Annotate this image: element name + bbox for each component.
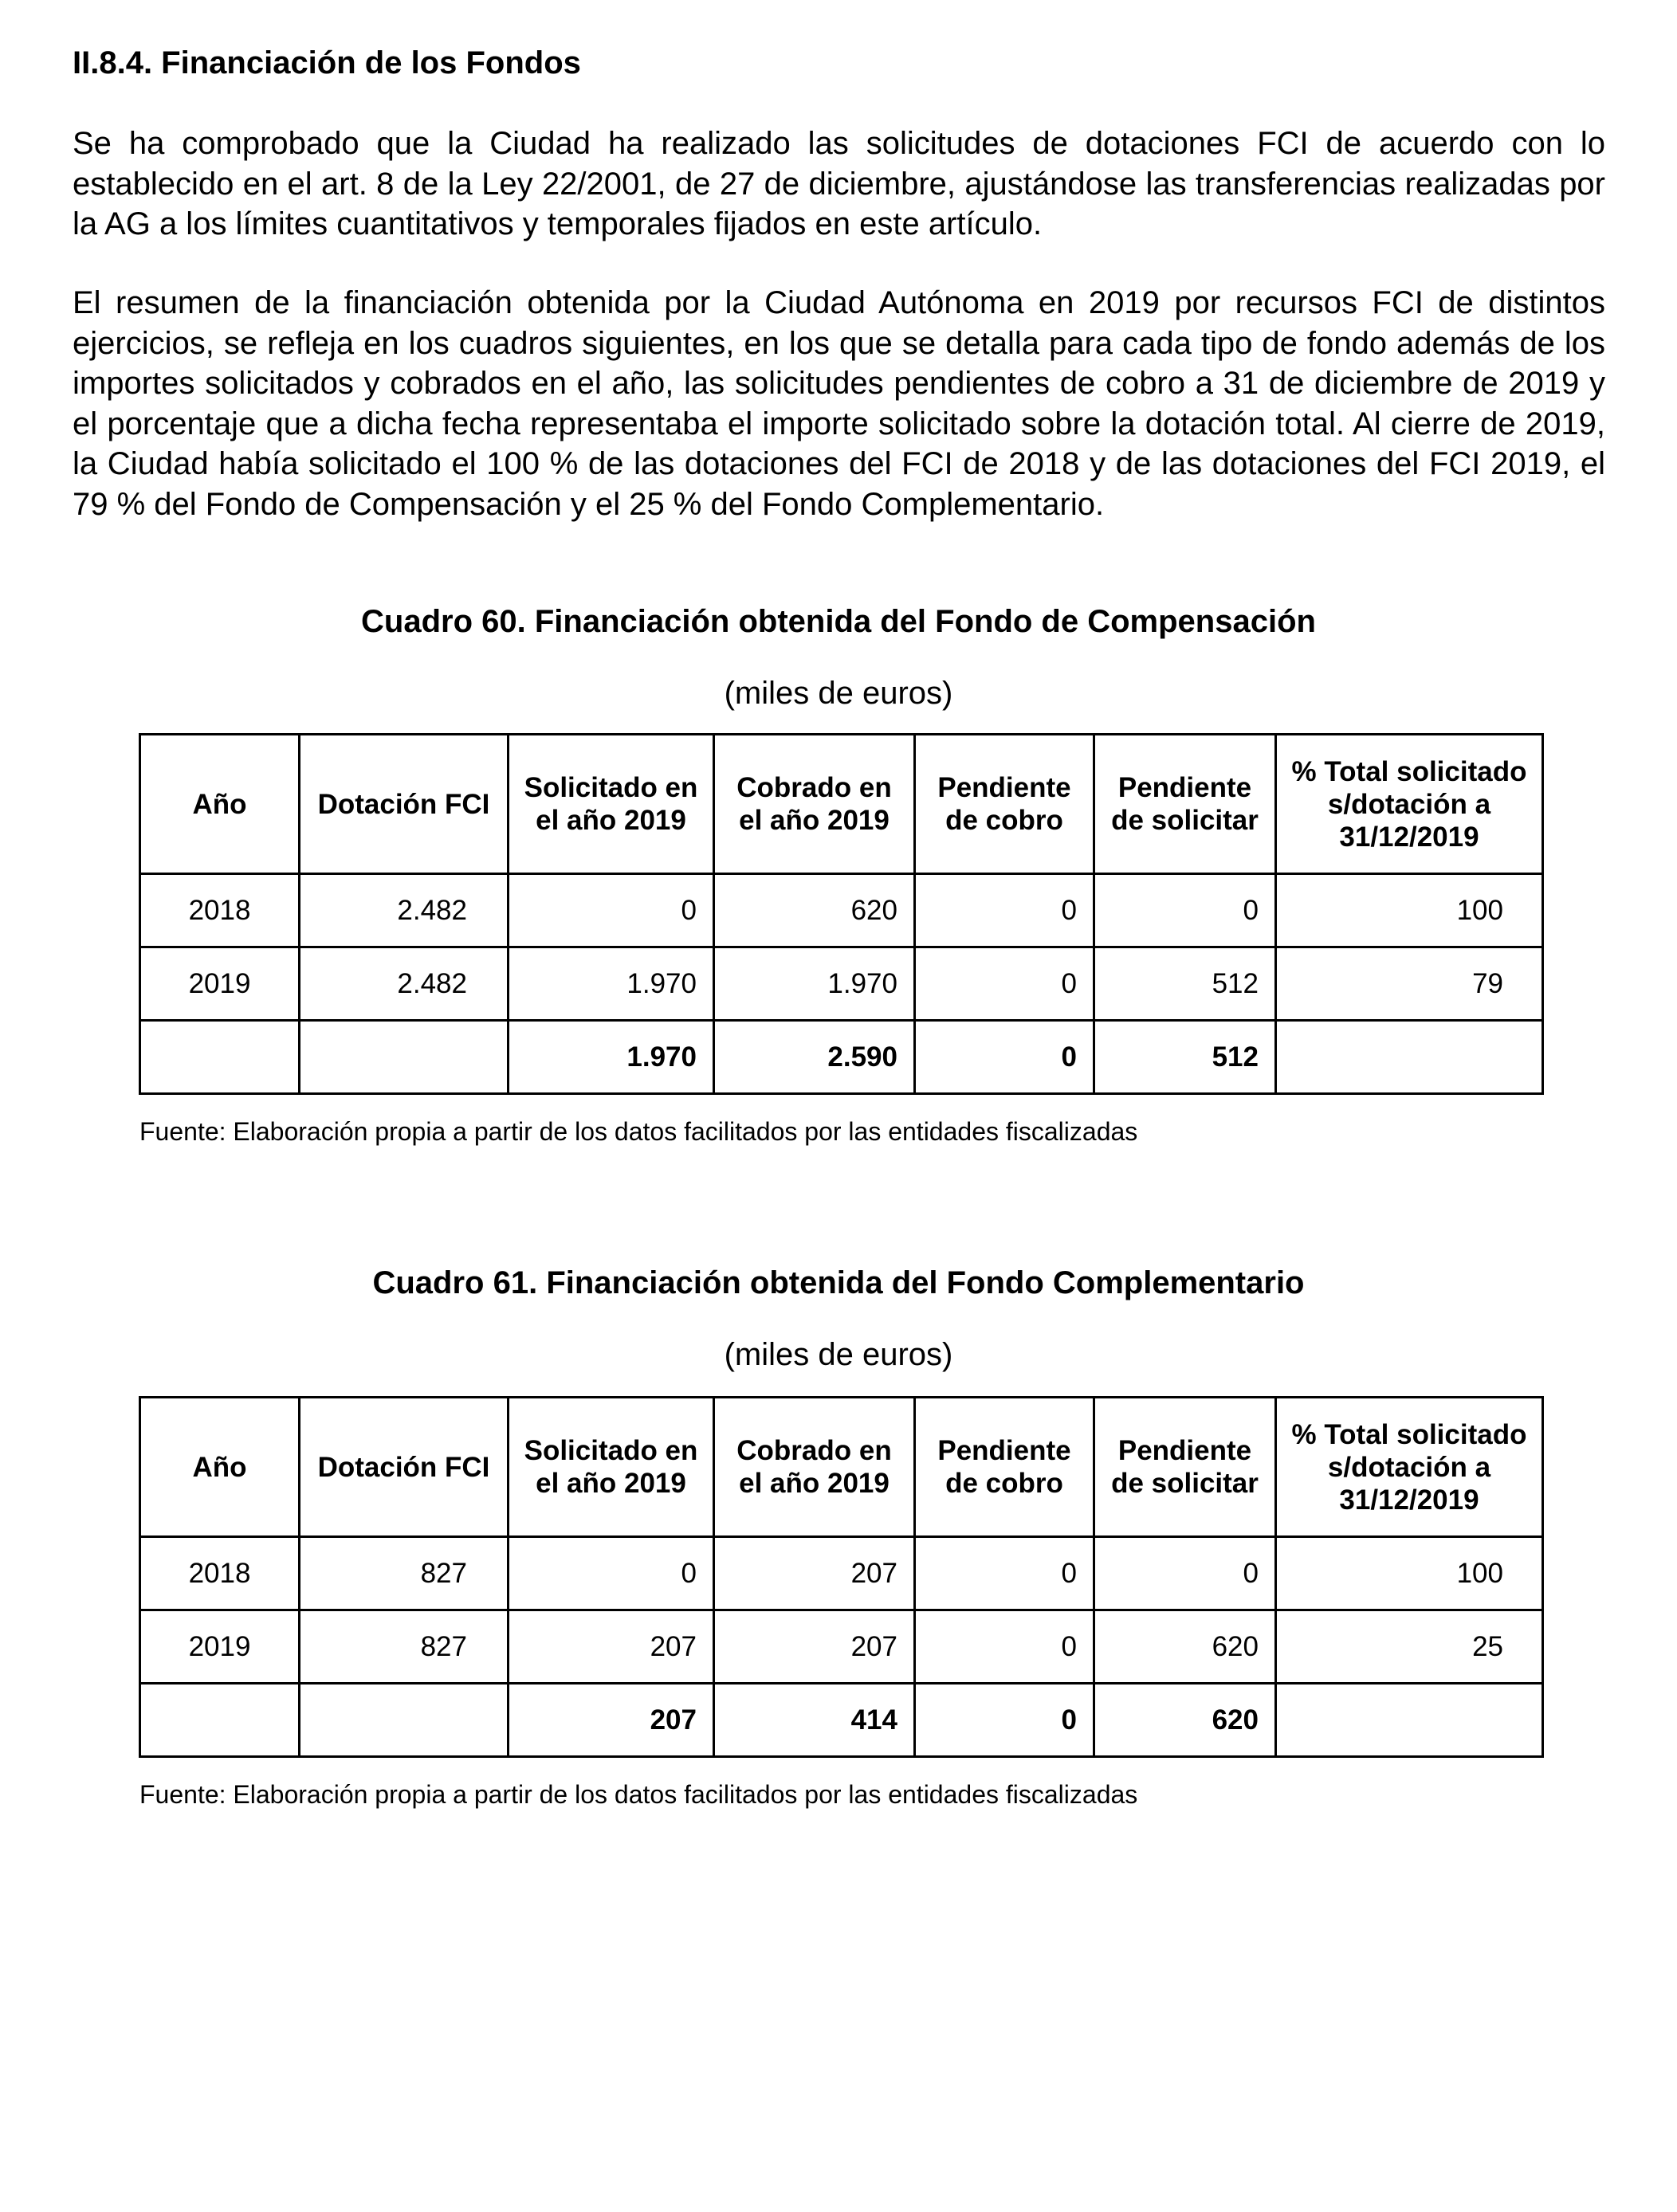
cell-collected: 620 bbox=[714, 874, 915, 947]
cell-fci-allocation bbox=[300, 1021, 509, 1094]
cell-fci-allocation: 827 bbox=[300, 1610, 509, 1684]
cell-total-requested-pct: 100 bbox=[1276, 1537, 1543, 1610]
header-pending-request: Pendiente de solicitar bbox=[1094, 1398, 1276, 1537]
cell-requested-total: 1.970 bbox=[509, 1021, 714, 1094]
header-total-requested-pct: % Total solicitado s/dotación a 31/12/2019 bbox=[1276, 1398, 1543, 1537]
cell-total-requested-pct: 79 bbox=[1276, 947, 1543, 1021]
cell-requested: 207 bbox=[509, 1610, 714, 1684]
cell-collected: 207 bbox=[714, 1610, 915, 1684]
header-pending-collection: Pendiente de cobro bbox=[915, 735, 1094, 874]
cell-pending-collection: 0 bbox=[915, 1610, 1094, 1684]
cell-pending-collection-total: 0 bbox=[915, 1021, 1094, 1094]
table-title: Cuadro 61. Financiación obtenida del Fondo Complementario bbox=[372, 1265, 1305, 1300]
cell-pending-request: 512 bbox=[1094, 947, 1276, 1021]
cell-collected: 1.970 bbox=[714, 947, 915, 1021]
table-row bbox=[140, 1537, 1543, 1610]
header-total-requested-pct: % Total solicitado s/dotación a 31/12/2019 bbox=[1276, 735, 1543, 874]
cell-requested: 0 bbox=[509, 1537, 714, 1610]
body-paragraph: El resumen de la financiación obtenida por la Ciudad Autónoma en 2019 por recursos FCI de distintos ejercicios, se refleja en los cuadros siguientes, en los que se detalla para cada tipo de fondo además de los importes solicitados y cobrados en el año, las solicitudes pendientes de cobro a 31 de diciembre de 2019 y el porcentaje que a dicha fecha representaba el importe solicitado sobre la dotación total. Al cierre de 2019, la Ciudad había solicitado el 100 % de las dotaciones del FCI de 2018 y de las dotaciones del FCI 2019, el 79 % del Fondo de Compensación y el 25 % del Fondo Complementario. bbox=[73, 285, 1605, 522]
table-source-note: Fuente: Elaboración propia a partir de los datos facilitados por las entidades fiscalizadas bbox=[139, 1117, 1138, 1146]
cell-total-requested-pct: 100 bbox=[1276, 874, 1543, 947]
cell-pending-request: 0 bbox=[1094, 874, 1276, 947]
cell-total-requested-pct: 25 bbox=[1276, 1610, 1543, 1684]
header-collected: Cobrado en el año 2019 bbox=[714, 1398, 915, 1537]
body-paragraph: Se ha comprobado que la Ciudad ha realizado las solicitudes de dotaciones FCI de acuerdo con lo establecido en el art. 8 de la Ley 22/2001, de 27 de diciembre, ajustándose las transferencias realizadas por la AG a los límites cuantitativos y temporales fijados en este artículo. bbox=[73, 126, 1605, 241]
cell-fci-allocation bbox=[300, 1684, 509, 1757]
complementary-fund-table bbox=[139, 1396, 1544, 1758]
cell-requested-total: 207 bbox=[509, 1684, 714, 1757]
table-total-row bbox=[140, 1684, 1543, 1757]
cell-pending-collection: 0 bbox=[915, 947, 1094, 1021]
table-source-note: Fuente: Elaboración propia a partir de los datos facilitados por las entidades fiscalizadas bbox=[139, 1780, 1138, 1809]
header-pending-request: Pendiente de solicitar bbox=[1094, 735, 1276, 874]
table-unit: (miles de euros) bbox=[724, 676, 953, 711]
cell-year: 2019 bbox=[140, 947, 300, 1021]
cell-pending-collection-total: 0 bbox=[915, 1684, 1094, 1757]
header-collected: Cobrado en el año 2019 bbox=[714, 735, 915, 874]
header-year: Año bbox=[140, 735, 300, 874]
header-requested: Solicitado en el año 2019 bbox=[509, 1398, 714, 1537]
cell-total-requested-pct bbox=[1276, 1021, 1543, 1094]
section-heading: II.8.4. Financiación de los Fondos bbox=[73, 45, 581, 80]
cell-fci-allocation: 2.482 bbox=[300, 947, 509, 1021]
cell-year: 2019 bbox=[140, 1610, 300, 1684]
cell-fci-allocation: 827 bbox=[300, 1537, 509, 1610]
cell-fci-allocation: 2.482 bbox=[300, 874, 509, 947]
cell-pending-request-total: 620 bbox=[1094, 1684, 1276, 1757]
table-total-row bbox=[140, 1021, 1543, 1094]
cell-requested: 0 bbox=[509, 874, 714, 947]
cell-pending-request: 0 bbox=[1094, 1537, 1276, 1610]
cell-year: 2018 bbox=[140, 874, 300, 947]
header-year: Año bbox=[140, 1398, 300, 1537]
cell-collected-total: 414 bbox=[714, 1684, 915, 1757]
table-row bbox=[140, 947, 1543, 1021]
cell-year bbox=[140, 1021, 300, 1094]
table-row bbox=[140, 874, 1543, 947]
cell-requested: 1.970 bbox=[509, 947, 714, 1021]
cell-pending-request-total: 512 bbox=[1094, 1021, 1276, 1094]
cell-pending-collection: 0 bbox=[915, 874, 1094, 947]
table-title: Cuadro 60. Financiación obtenida del Fondo de Compensación bbox=[361, 604, 1316, 639]
header-fci-allocation: Dotación FCI bbox=[300, 735, 509, 874]
table-row bbox=[140, 1610, 1543, 1684]
table-header-row bbox=[140, 735, 1543, 874]
cell-year: 2018 bbox=[140, 1537, 300, 1610]
header-pending-collection: Pendiente de cobro bbox=[915, 1398, 1094, 1537]
table-header-row bbox=[140, 1398, 1543, 1537]
cell-pending-request: 620 bbox=[1094, 1610, 1276, 1684]
table-unit: (miles de euros) bbox=[724, 1337, 953, 1372]
compensation-fund-table bbox=[139, 733, 1544, 1095]
cell-total-requested-pct bbox=[1276, 1684, 1543, 1757]
cell-year bbox=[140, 1684, 300, 1757]
header-requested: Solicitado en el año 2019 bbox=[509, 735, 714, 874]
cell-collected: 207 bbox=[714, 1537, 915, 1610]
header-fci-allocation: Dotación FCI bbox=[300, 1398, 509, 1537]
cell-collected-total: 2.590 bbox=[714, 1021, 915, 1094]
cell-pending-collection: 0 bbox=[915, 1537, 1094, 1610]
